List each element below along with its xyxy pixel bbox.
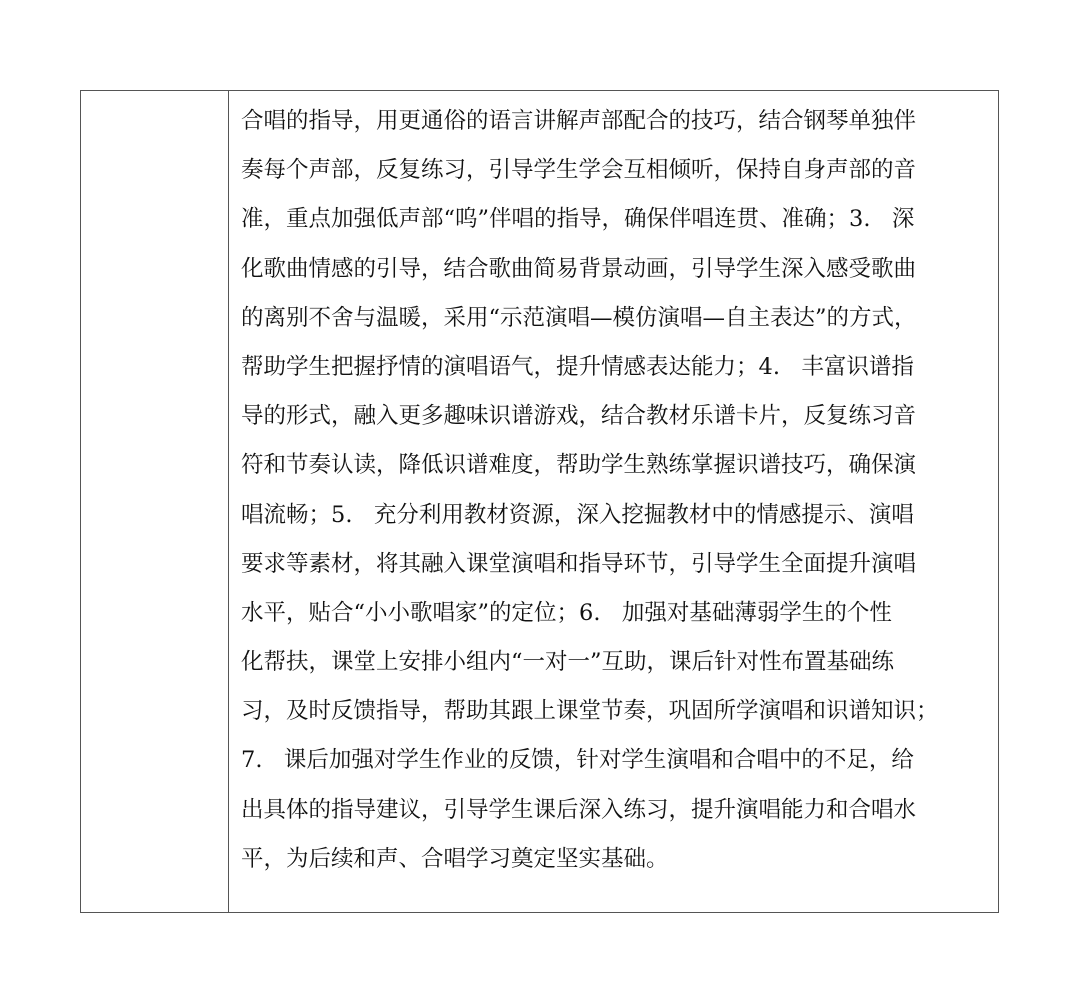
text-line: 唱流畅；5. 充分利用教材资源，深入挖掘教材中的情感提示、演唱: [241, 501, 914, 528]
text-line: 平，为后续和声、合唱学习奠定坚实基础。: [241, 845, 669, 872]
text-line: 化歌曲情感的引导，结合歌曲简易背景动画，引导学生深入感受歌曲: [241, 255, 917, 282]
text-line: 7. 课后加强对学生作业的反馈，针对学生演唱和合唱中的不足，给: [241, 747, 914, 774]
text-line: 准，重点加强低声部“呜”伴唱的指导，确保伴唱连贯、准确；3. 深: [241, 206, 915, 233]
table-label-cell: [81, 91, 229, 912]
text-line: 要求等素材，将其融入课堂演唱和指导环节，引导学生全面提升演唱: [241, 550, 917, 577]
text-line: 水平，贴合“小小歌唱家”的定位；6. 加强对基础薄弱学生的个性: [241, 599, 892, 626]
text-line: 出具体的指导建议，引导学生课后深入练习，提升演唱能力和合唱水: [241, 796, 917, 823]
document-table: [80, 90, 999, 913]
text-line: 合唱的指导，用更通俗的语言讲解声部配合的技巧，结合钢琴单独伴: [241, 108, 917, 134]
text-line: 帮助学生把握抒情的演唱语气，提升情感表达能力；4. 丰富识谱指: [241, 353, 914, 380]
text-line: 的离别不舍与温暖，采用“示范演唱—模仿演唱—自主表达”的方式，: [241, 304, 917, 331]
text-line: 符和节奏认读，降低识谱难度，帮助学生熟练掌握识谱技巧，确保演: [241, 452, 917, 479]
text-line: 化帮扶，课堂上安排小组内“一对一”互助，课后针对性布置基础练: [241, 649, 895, 676]
table-content-cell: [229, 91, 998, 912]
text-line: 导的形式，融入更多趣味识谱游戏，结合教材乐谱卡片，反复练习音: [241, 403, 917, 430]
text-line: 奏每个声部，反复练习，引导学生学会互相倾听，保持自身声部的音: [241, 157, 917, 184]
text-line: 习，及时反馈指导，帮助其跟上课堂节奏，巩固所学演唱和识谱知识；: [241, 698, 939, 725]
